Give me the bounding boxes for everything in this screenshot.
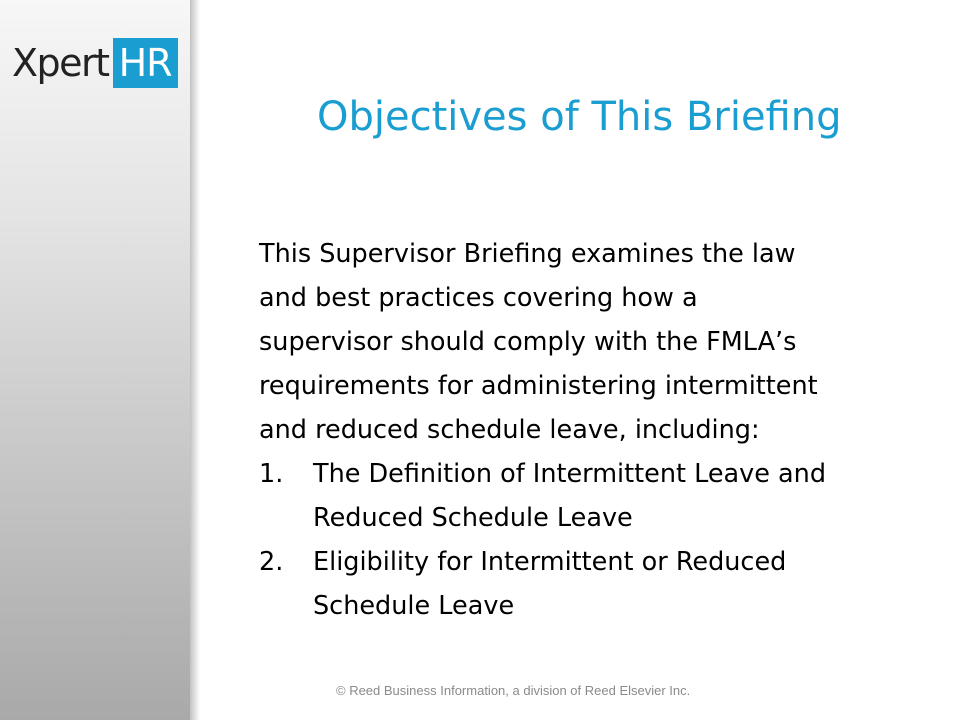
xperthr-logo: [12, 38, 178, 88]
sidebar-shadow: [190, 0, 200, 720]
list-item-label: The Definition of Intermittent Leave and Reduced Schedule Leave: [313, 459, 827, 533]
list-item-number: 1.: [259, 459, 284, 489]
list-item-label: Eligibility for Intermittent or Reduced Schedule Leave: [313, 547, 787, 621]
copyright-footer: © Reed Business Information, a division of Reed Elsevier Inc.: [336, 683, 691, 698]
list-item-number: 2.: [259, 547, 284, 577]
logo-box: HR: [113, 38, 178, 88]
intro-paragraph: This Supervisor Briefing examines the law and best practices covering how a supervisor should comply with the FMLA’s requirements for administering intermittent and reduced schedule leave, including:: [259, 239, 818, 445]
list-item: [259, 540, 939, 628]
logo-text: Xpert: [12, 41, 109, 85]
list-item: [259, 452, 939, 540]
objectives-list: [259, 452, 939, 628]
slide-title: Objectives of This Briefing: [317, 94, 842, 140]
sidebar-gradient: [0, 0, 190, 720]
